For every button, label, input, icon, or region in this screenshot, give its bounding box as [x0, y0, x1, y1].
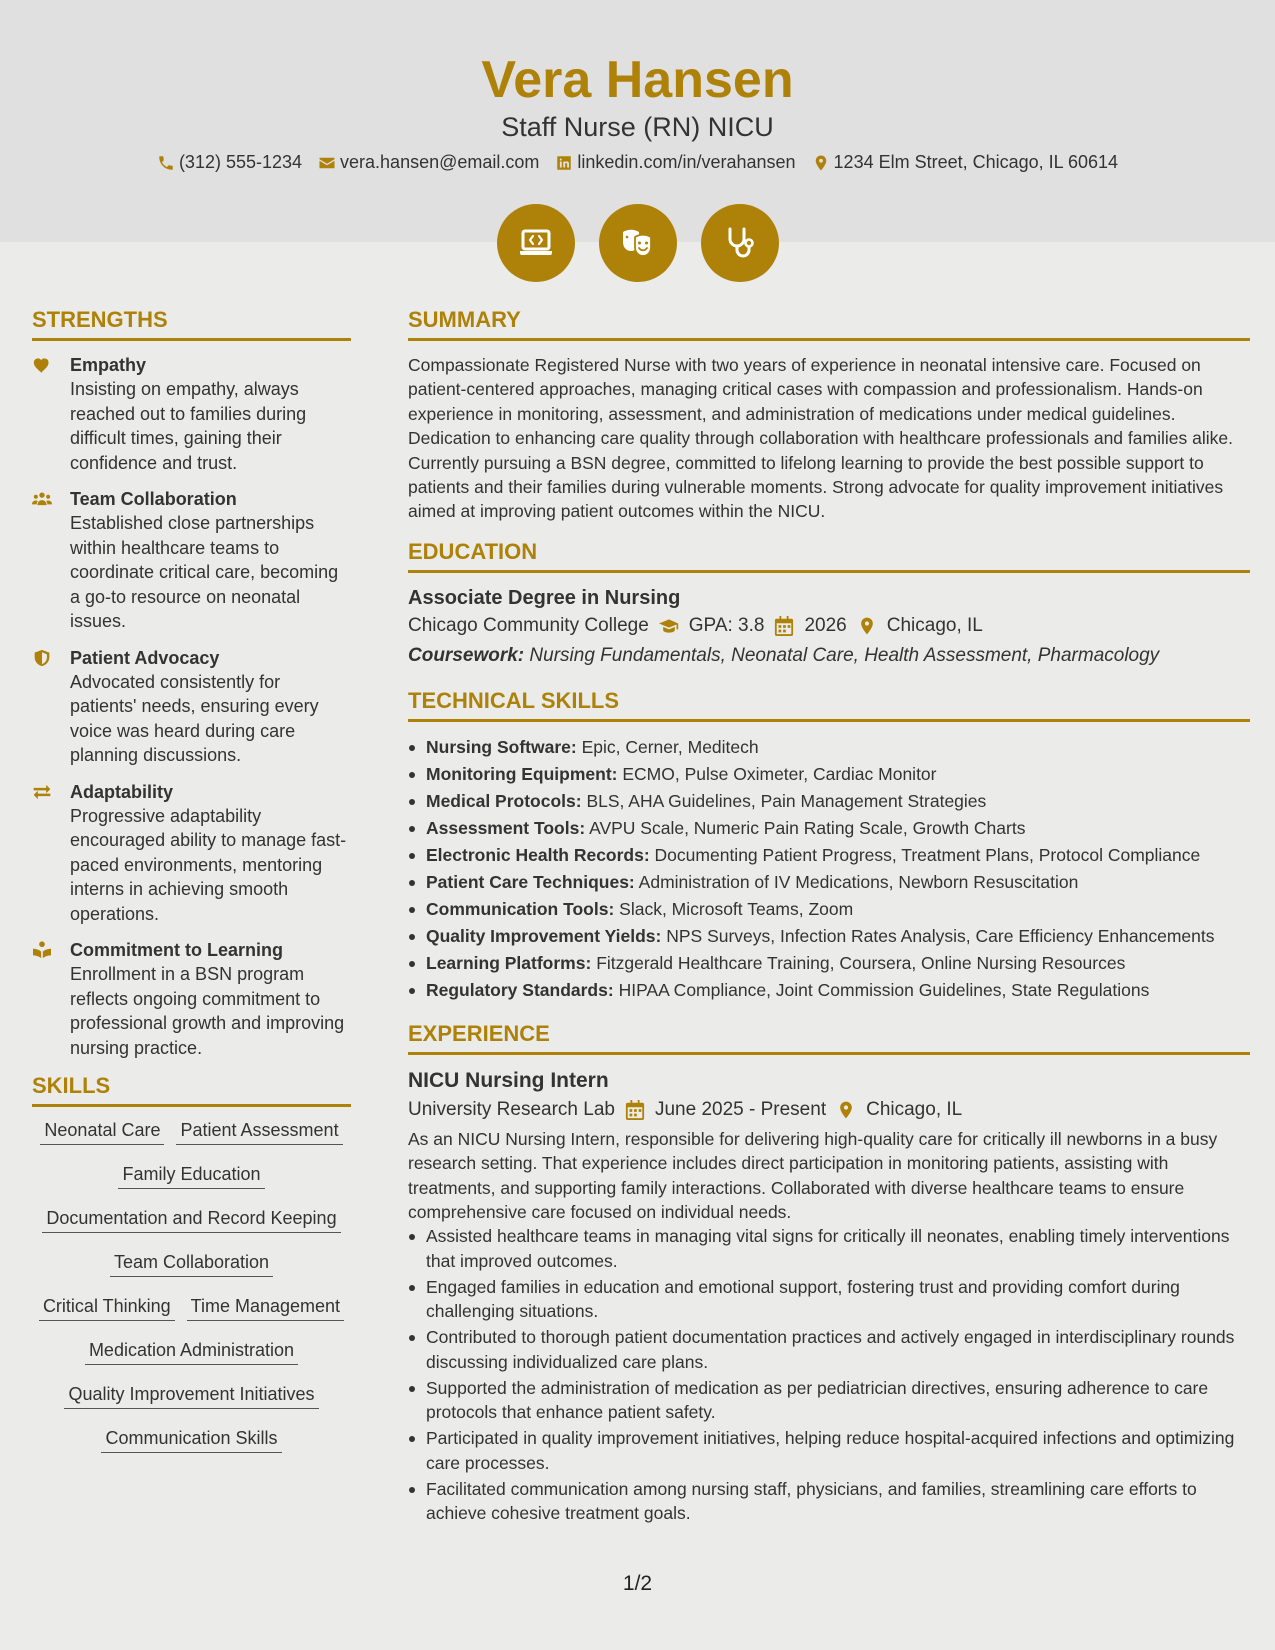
skill-tag: Quality Improvement Initiatives	[64, 1383, 318, 1409]
strength-desc: Insisting on empathy, always reached out to families during difficult times, gaining their confidence and trust.	[70, 379, 307, 473]
education-meta	[408, 611, 1250, 641]
map-marker-icon	[812, 154, 830, 172]
strength-desc: Advocated consistently for patients' needs, ensuring every voice was heard during care planning discussions.	[70, 671, 319, 765]
contact-email[interactable]	[318, 152, 539, 173]
left-column	[32, 306, 351, 1471]
list-item: Facilitated communication among nursing staff, physicians, and families, streamlining care efforts to achieve cohesive treatment goals.	[408, 1477, 1250, 1526]
list-item: Engaged families in education and emotional support, fostering trust and providing comfort during challenging situations.	[408, 1275, 1250, 1324]
experience-bullets	[408, 1224, 1250, 1526]
strength-name: Adaptability	[70, 781, 174, 802]
linkedin-text: linkedin.com/in/verahansen	[577, 152, 796, 172]
address-text: 1234 Elm Street, Chicago, IL 60614	[833, 152, 1119, 172]
company-name: University Research Lab	[408, 1098, 615, 1120]
list-item: Regulatory Standards: HIPAA Compliance, Joint Commission Guidelines, State Regulations	[408, 977, 1250, 1004]
list-item: Quality Improvement Yields: NPS Surveys, Infection Rates Analysis, Care Efficiency Enhancements	[408, 923, 1250, 950]
list-item: Supported the administration of medication as per pediatrician directives, ensuring adherence to care protocols that enhance patient safety.	[408, 1376, 1250, 1425]
right-column	[408, 306, 1250, 1542]
theater-masks-icon	[618, 223, 658, 263]
skills-heading: SKILLS	[32, 1072, 351, 1107]
skill-tag: Neonatal Care	[40, 1119, 164, 1145]
list-item: Communication Tools: Slack, Microsoft Teams, Zoom	[408, 896, 1250, 923]
strength-name: Empathy	[70, 355, 147, 375]
strength-item	[32, 780, 351, 927]
experience-heading: EXPERIENCE	[408, 1020, 1250, 1055]
gpa: GPA: 3.8	[688, 614, 765, 636]
graduation-year: 2026	[804, 614, 847, 636]
list-item: Assessment Tools: AVPU Scale, Numeric Pain Rating Scale, Growth Charts	[408, 815, 1250, 842]
job-dates: June 2025 - Present	[654, 1098, 827, 1120]
skill-tag: Family Education	[118, 1163, 264, 1189]
map-marker-icon	[836, 1100, 856, 1120]
book-reader-icon	[32, 941, 52, 959]
phone-icon	[157, 154, 175, 172]
strength-name: Patient Advocacy	[70, 647, 220, 668]
stethoscope-badge	[701, 204, 779, 282]
school-location: Chicago, IL	[886, 614, 983, 636]
coursework-label: Coursework:	[408, 644, 525, 666]
contact-phone[interactable]	[157, 152, 302, 173]
contact-linkedin[interactable]	[555, 152, 795, 173]
strength-item	[32, 646, 351, 768]
email-text: vera.hansen@email.com	[340, 152, 540, 172]
skill-tag: Patient Assessment	[176, 1119, 342, 1145]
job-description: As an NICU Nursing Intern, responsible for delivering high-quality care for critically ill newborns in a busy research setting. That experience includes direct participation in monitoring patients, assisting with treatments, and supporting family interactions. Collaborated with diverse healthcare teams to ensure comprehensive care focused on individual needs.	[408, 1128, 1218, 1223]
job-meta	[408, 1095, 1250, 1125]
technical-skills-list	[408, 734, 1250, 1004]
list-item: Monitoring Equipment: ECMO, Pulse Oximeter, Cardiac Monitor	[408, 761, 1250, 788]
candidate-name: Vera Hansen	[481, 51, 794, 109]
exchange-icon	[32, 783, 52, 801]
list-item: Assisted healthcare teams in managing vital signs for critically ill neonates, enabling timely interventions that improved outcomes.	[408, 1224, 1250, 1273]
coursework-list: Nursing Fundamentals, Neonatal Care, Health Assessment, Pharmacology	[529, 644, 1160, 666]
list-item: Contributed to thorough patient documentation practices and actively engaged in interdisciplinary rounds discussing individualized care plans.	[408, 1325, 1250, 1374]
map-marker-icon	[857, 616, 877, 636]
skills-list	[32, 1119, 351, 1471]
skill-tag: Communication Skills	[101, 1427, 281, 1453]
list-item: Patient Care Techniques: Administration of IV Medications, Newborn Resuscitation	[408, 869, 1250, 896]
school-name: Chicago Community College	[408, 614, 649, 636]
phone-text: (312) 555-1234	[178, 152, 303, 172]
skill-tag: Critical Thinking	[39, 1295, 175, 1321]
calendar-icon	[774, 616, 794, 636]
heart-icon	[32, 356, 52, 374]
job-title: NICU Nursing Intern	[408, 1068, 609, 1092]
strength-item	[32, 938, 351, 1060]
page-number: 1/2	[622, 1572, 653, 1595]
degree-name: Associate Degree in Nursing	[408, 586, 681, 609]
education-heading: EDUCATION	[408, 538, 1250, 573]
contact-address	[812, 152, 1119, 173]
strength-desc: Enrollment in a BSN program reflects ongoing commitment to professional growth and improving nursing practice.	[70, 964, 345, 1058]
stethoscope-icon	[720, 223, 760, 263]
shield-icon	[32, 649, 52, 667]
strength-desc: Established close partnerships within healthcare teams to coordinate critical care, becoming a go-to resource on neonatal issues.	[70, 513, 339, 631]
strength-item	[32, 487, 351, 634]
strength-desc: Progressive adaptability encouraged ability to manage fast-paced environments, mentoring interns in achieving smooth operations.	[70, 805, 347, 924]
coursework	[408, 641, 1250, 671]
list-item: Nursing Software: Epic, Cerner, Meditech	[408, 734, 1250, 761]
list-item: Learning Platforms: Fitzgerald Healthcare Training, Coursera, Online Nursing Resources	[408, 950, 1250, 977]
skill-tag: Medication Administration	[85, 1339, 298, 1365]
calendar-icon	[625, 1100, 645, 1120]
job-title-header: Staff Nurse (RN) NICU	[501, 112, 774, 142]
skill-tag: Documentation and Record Keeping	[42, 1207, 340, 1233]
icon-badges	[0, 204, 1275, 282]
laptop-code-icon	[516, 223, 556, 263]
summary-heading: SUMMARY	[408, 306, 1250, 341]
strength-item	[32, 353, 351, 475]
strength-name: Commitment to Learning	[70, 940, 284, 960]
contact-bar	[0, 152, 1275, 173]
summary-text: Compassionate Registered Nurse with two years of experience in neonatal intensive care. Focused on patient-centered approaches, managing critical cases with compassion and professionalism. Hands-on experience in monitoring, assessment, and administration of medications under medical guidelines. Dedication to enhancing care quality through collaboration with healthcare professionals and families alike. Currently pursuing a BSN degree, committed to lifelong learning to provide the best possible support to patients and their families during vulnerable moments. Strong advocate for quality improvement initiatives aimed at improving patient outcomes within the NICU.	[408, 355, 1233, 522]
linkedin-icon	[555, 154, 573, 172]
users-icon	[32, 490, 52, 508]
envelope-icon	[318, 154, 336, 172]
laptop-code-badge	[497, 204, 575, 282]
skill-tag: Team Collaboration	[110, 1251, 273, 1277]
list-item: Electronic Health Records: Documenting Patient Progress, Treatment Plans, Protocol Compliance	[408, 842, 1250, 869]
technical-skills-heading: TECHNICAL SKILLS	[408, 687, 1250, 722]
strength-name: Team Collaboration	[70, 489, 237, 509]
list-item: Participated in quality improvement initiatives, helping reduce hospital-acquired infections and optimizing care processes.	[408, 1426, 1250, 1475]
strengths-heading: STRENGTHS	[32, 306, 351, 341]
theater-masks-badge	[599, 204, 677, 282]
skill-tag: Time Management	[187, 1295, 344, 1321]
list-item: Medical Protocols: BLS, AHA Guidelines, Pain Management Strategies	[408, 788, 1250, 815]
job-location: Chicago, IL	[866, 1098, 963, 1120]
graduation-cap-icon	[659, 616, 679, 636]
